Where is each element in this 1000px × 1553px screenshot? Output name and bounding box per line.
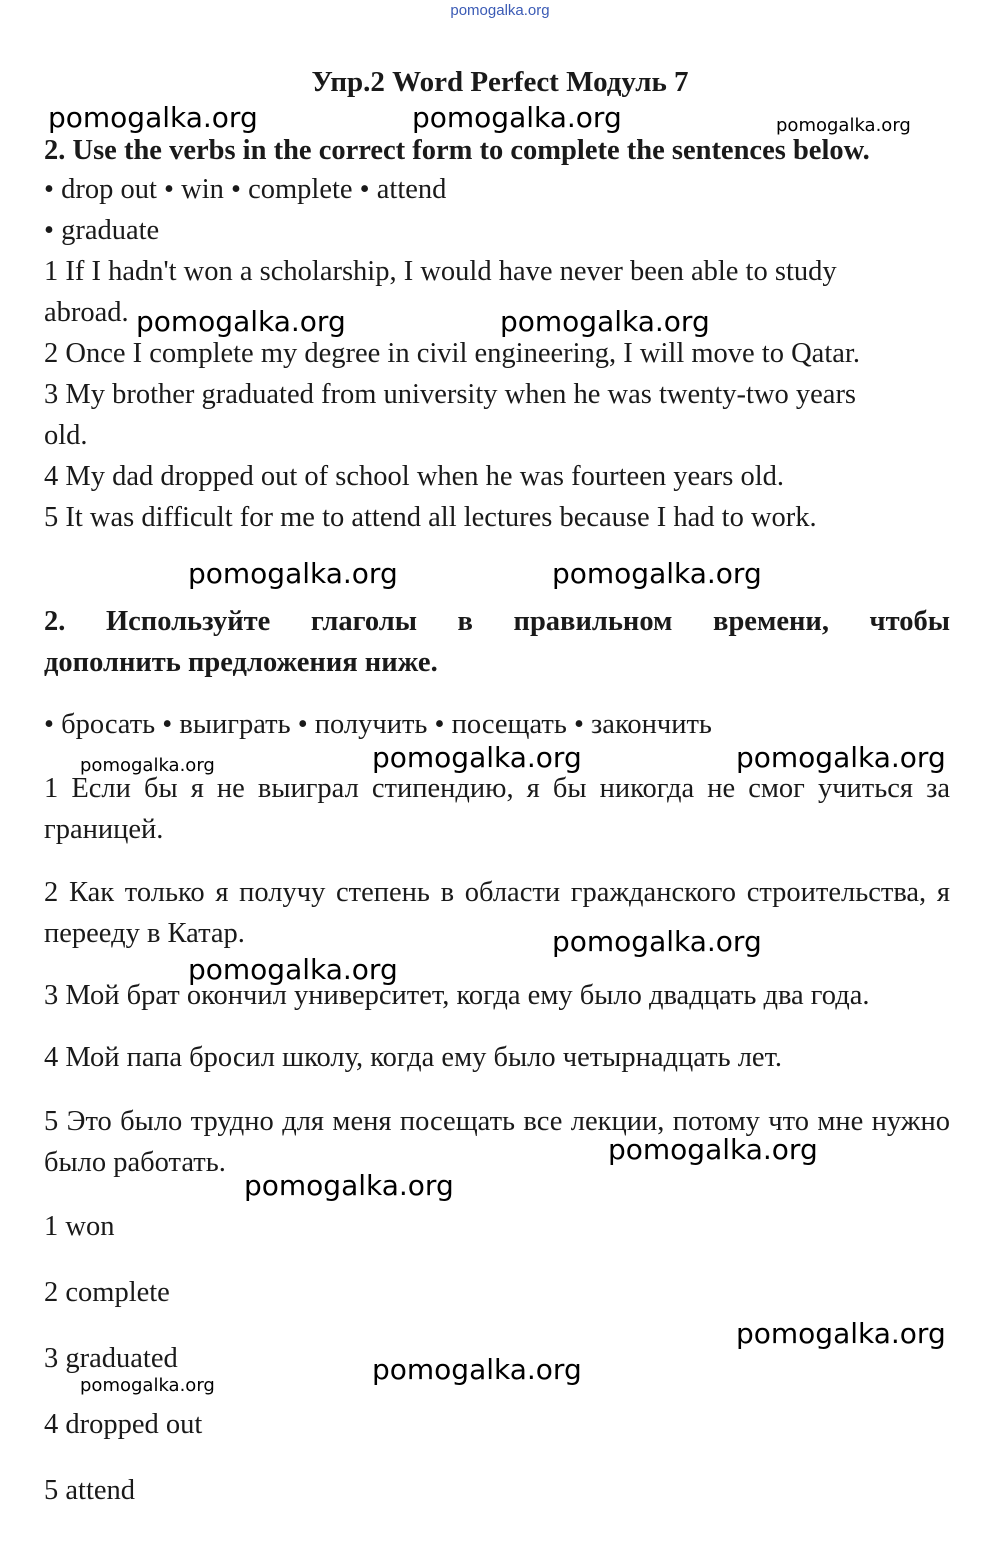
russian-sentence-3: 3 Мой брат окончил университет, когда ему было двадцать два года. [44,980,870,1011]
russian-sentence-2: 2 Как только я получу степень в области гражданского строительства, я перееду в Катар. [44,877,950,949]
watermark: pomogalka.org [188,557,398,590]
russian-sentence-1: 1 Если бы я не выиграл стипендию, я бы никогда не смог учиться за границей. [44,773,950,845]
answer-4: 4 dropped out [44,1409,203,1440]
answer-3: 3 graduated [44,1343,178,1374]
watermark: pomogalka.org [412,101,622,134]
answer-2: 2 complete [44,1277,170,1308]
watermark: pomogalka.org [372,1353,582,1386]
russian-task-line-1: 2. Используйте глаголы в правильном времени, чтобы [44,606,950,637]
sentence-2: 2 Once I complete my degree in civil engineering, I will move to Qatar. [44,338,860,369]
sentence-1-line-2: abroad. [44,297,129,328]
watermark: pomogalka.org [552,925,762,958]
sentence-3-line-2: old. [44,420,88,451]
watermark: pomogalka.org [80,1375,215,1396]
watermark: pomogalka.org [500,305,710,338]
russian-sentence-5: 5 Это было трудно для меня посещать все лекции, потому что мне нужно было работать. [44,1106,950,1178]
answer-1: 1 won [44,1211,115,1242]
sentence-4: 4 My dad dropped out of school when he was fourteen years old. [44,461,785,492]
sentence-3-line-1: 3 My brother graduated from university when he was twenty-two years [44,379,857,410]
watermark: pomogalka.org [736,1317,946,1350]
answer-5: 5 attend [44,1475,136,1506]
word-bank-line-1: • drop out • win • complete • attend [44,174,447,205]
sentence-5: 5 It was difficult for me to attend all lectures because I had to work. [44,502,817,533]
watermark: pomogalka.org [48,101,258,134]
watermark: pomogalka.org [136,305,346,338]
sentence-1-line-1: 1 If I hadn't won a scholarship, I would have never been able to study [44,256,837,287]
russian-sentence-4: 4 Мой папа бросил школу, когда ему было четырнадцать лет. [44,1042,783,1073]
watermark: pomogalka.org [80,755,215,776]
watermark: pomogalka.org [776,115,911,136]
watermark: pomogalka.org [188,953,398,986]
watermark: pomogalka.org [608,1133,818,1166]
word-bank-line-2: • graduate [44,215,160,246]
russian-task-line-2: дополнить предложения ниже. [44,647,438,678]
english-task: 2. Use the verbs in the correct form to complete the sentences below. [44,135,870,166]
russian-word-bank: • бросать • выиграть • получить • посещать • закончить [44,709,712,740]
watermark: pomogalka.org [372,741,582,774]
site-header[interactable]: pomogalka.org [450,2,550,19]
watermark: pomogalka.org [736,741,946,774]
watermark: pomogalka.org [244,1169,454,1202]
watermark: pomogalka.org [552,557,762,590]
page-title: Упр.2 Word Perfect Модуль 7 [311,66,689,98]
